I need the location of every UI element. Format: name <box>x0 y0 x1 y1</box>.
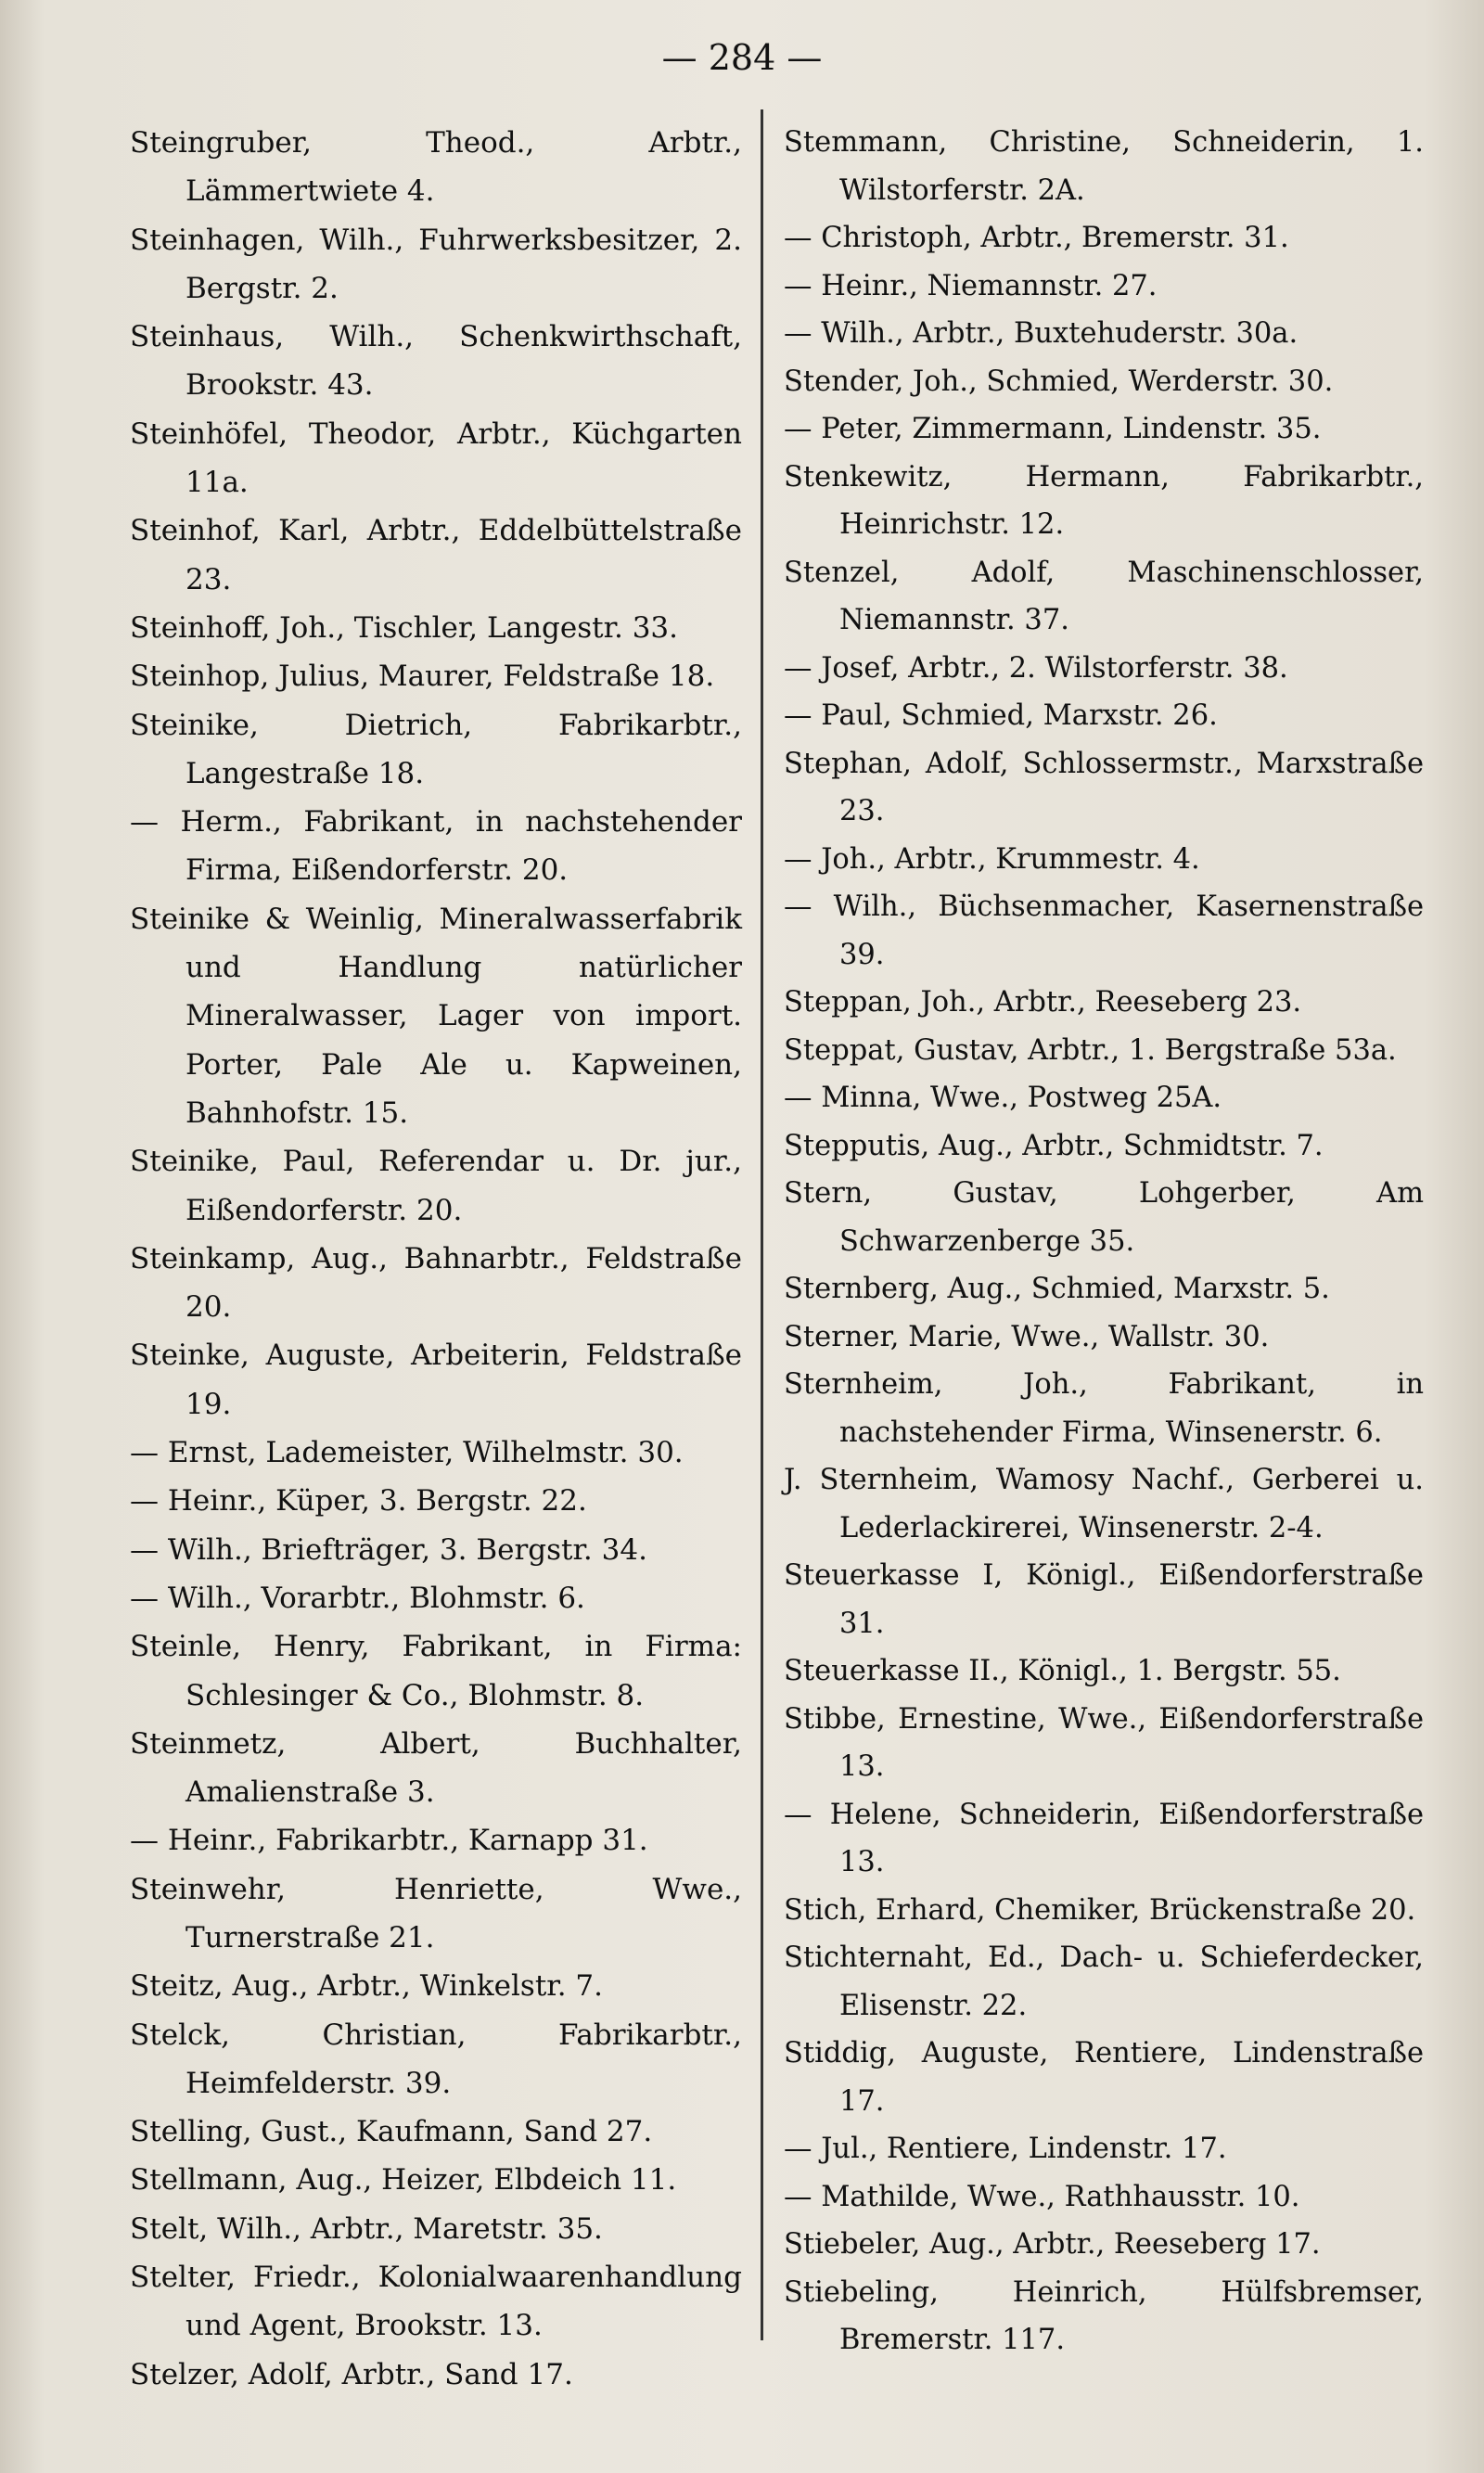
directory-entry: Steinkamp, Aug., Bahnarbtr., Feldstraße 20. <box>130 1241 742 1325</box>
directory-entry: Steinmetz, Albert, Buchhalter, Amalienstraße 3. <box>130 1726 742 1810</box>
directory-entry: — Minna, Wwe., Postweg 25A. <box>784 1082 1222 1114</box>
directory-entry: Stemmann, Christine, Schneiderin, 1. Wilstorferstr. 2A. <box>784 126 1424 207</box>
directory-entry: — Wilh., Arbtr., Buxtehuderstr. 30a. <box>784 317 1298 350</box>
directory-entry: Steingruber, Theod., Arbtr., Lämmertwiete 4. <box>130 126 742 209</box>
page-number: — 284 — <box>661 37 823 78</box>
directory-entry: Stelter, Friedr., Kolonialwaarenhandlung und Agent, Brookstr. 13. <box>130 2261 742 2343</box>
directory-entry: Stellmann, Aug., Heizer, Elbdeich 11. <box>130 2163 677 2198</box>
directory-entry: Steppan, Joh., Arbtr., Reeseberg 23. <box>784 986 1302 1019</box>
directory-entry: Steinhöfel, Theodor, Arbtr., Küchgarten 11a. <box>130 416 742 500</box>
directory-entry: Steitz, Aug., Arbtr., Winkelstr. 7. <box>130 1969 604 2004</box>
directory-entry: Stelt, Wilh., Arbtr., Maretstr. 35. <box>130 2211 603 2246</box>
directory-entry: — Wilh., Büchsenmacher, Kasernenstraße 39. <box>784 891 1424 971</box>
directory-entry: — Heinr., Niemannstr. 27. <box>784 269 1158 302</box>
directory-entry: — Josef, Arbtr., 2. Wilstorferstr. 38. <box>784 651 1288 685</box>
directory-entry: Stepputis, Aug., Arbtr., Schmidtstr. 7. <box>784 1129 1324 1162</box>
directory-entry: Steinwehr, Henriette, Wwe., Turnerstraße 21. <box>130 1872 742 1954</box>
directory-entry: Stelzer, Adolf, Arbtr., Sand 17. <box>130 2357 573 2391</box>
directory-entry: Sterner, Marie, Wwe., Wallstr. 30. <box>784 1320 1270 1353</box>
directory-entry: Sternheim, Joh., Fabrikant, in nachstehender Firma, Winsenerstr. 6. <box>784 1368 1424 1449</box>
directory-entry: Stephan, Adolf, Schlossermstr., Marxstraße 23. <box>784 747 1424 827</box>
directory-entry: Steinike, Paul, Referendar u. Dr. jur., Eißendorferstr. 20. <box>130 1145 742 1227</box>
column-divider <box>761 109 763 2340</box>
directory-entry: — Paul, Schmied, Marxstr. 26. <box>784 699 1218 732</box>
directory-entry: Steuerkasse II., Königl., 1. Bergstr. 55. <box>784 1655 1341 1687</box>
directory-entry: Stich, Erhard, Chemiker, Brückenstraße 20. <box>784 1893 1416 1927</box>
directory-entry: — Peter, Zimmermann, Lindenstr. 35. <box>784 413 1322 445</box>
directory-entry: Stichternaht, Ed., Dach- u. Schieferdecker, Elisenstr. 22. <box>784 1941 1424 2022</box>
directory-entry: Stenzel, Adolf, Maschinenschlosser, Niemannstr. 37. <box>784 556 1424 636</box>
directory-entry: Stelling, Gust., Kaufmann, Sand 27. <box>130 2115 653 2149</box>
directory-entry: Steppat, Gustav, Arbtr., 1. Bergstraße 53a. <box>784 1033 1397 1067</box>
directory-entry: — Heinr., Fabrikarbtr., Karnapp 31. <box>130 1824 648 1858</box>
directory-entry: J. Sternheim, Wamosy Nachf., Gerberei u. Lederlackirerei, Winsenerstr. 2-4. <box>784 1464 1424 1544</box>
directory-entry: Steinle, Henry, Fabrikant, in Firma: Schlesinger & Co., Blohmstr. 8. <box>130 1630 742 1712</box>
directory-entry: Stender, Joh., Schmied, Werderstr. 30. <box>784 365 1334 398</box>
directory-entry: Steinike & Weinlig, Mineralwasserfabrik und Handlung natürlicher Mineralwasser, Lager von import. Porter, Pale Ale u. Kapweinen, Bahnhofstr. 15. <box>130 902 742 1130</box>
directory-entry: Stelck, Christian, Fabrikarbtr., Heimfelderstr. 39. <box>130 2018 742 2100</box>
directory-entry: — Wilh., Briefträger, 3. Bergstr. 34. <box>130 1532 647 1567</box>
directory-entry: Steinhoff, Joh., Tischler, Langestr. 33. <box>130 610 679 645</box>
left-column <box>130 119 742 2399</box>
directory-entry: Steuerkasse I, Königl., Eißendorferstraße 31. <box>784 1559 1424 1640</box>
directory-entry: Steinhaus, Wilh., Schenkwirthschaft, Brookstr. 43. <box>130 320 742 403</box>
directory-entry: — Herm., Fabrikant, in nachstehender Firma, Eißendorferstr. 20. <box>130 805 742 888</box>
directory-entry: — Joh., Arbtr., Krummestr. 4. <box>784 842 1200 876</box>
directory-entry: — Mathilde, Wwe., Rathhausstr. 10. <box>784 2180 1300 2213</box>
directory-entry: Stern, Gustav, Lohgerber, Am Schwarzenberge 35. <box>784 1177 1424 1258</box>
directory-entry: Stiebeling, Heinrich, Hülfsbremser, Bremerstr. 117. <box>784 2275 1424 2356</box>
directory-entry: Steinhagen, Wilh., Fuhrwerksbesitzer, 2. Bergstr. 2. <box>130 223 742 305</box>
directory-entry: Stiebeler, Aug., Arbtr., Reeseberg 17. <box>784 2228 1321 2261</box>
directory-entry: — Heinr., Küper, 3. Bergstr. 22. <box>130 1484 587 1518</box>
directory-entry: Stiddig, Auguste, Rentiere, Lindenstraße 17. <box>784 2037 1424 2118</box>
right-column <box>784 119 1424 2364</box>
directory-entry: — Helene, Schneiderin, Eißendorferstraße 13. <box>784 1798 1424 1878</box>
directory-entry: Stenkewitz, Hermann, Fabrikarbtr., Heinrichstr. 12. <box>784 460 1424 541</box>
directory-entry: Stibbe, Ernestine, Wwe., Eißendorferstraße 13. <box>784 1702 1424 1783</box>
directory-entry: Steinhop, Julius, Maurer, Feldstraße 18. <box>130 660 715 694</box>
directory-entry: Steinke, Auguste, Arbeiterin, Feldstraße 19. <box>130 1339 742 1421</box>
directory-entry: Sternberg, Aug., Schmied, Marxstr. 5. <box>784 1273 1330 1305</box>
directory-entry: — Christoph, Arbtr., Bremerstr. 31. <box>784 222 1289 254</box>
directory-entry: Steinhof, Karl, Arbtr., Eddelbüttelstraße 23. <box>130 514 742 596</box>
directory-entry: — Ernst, Lademeister, Wilhelmstr. 30. <box>130 1436 684 1470</box>
directory-entry: — Wilh., Vorarbtr., Blohmstr. 6. <box>130 1581 585 1615</box>
directory-entry: — Jul., Rentiere, Lindenstr. 17. <box>784 2133 1227 2165</box>
directory-entry: Steinike, Dietrich, Fabrikarbtr., Langestraße 18. <box>130 708 742 790</box>
